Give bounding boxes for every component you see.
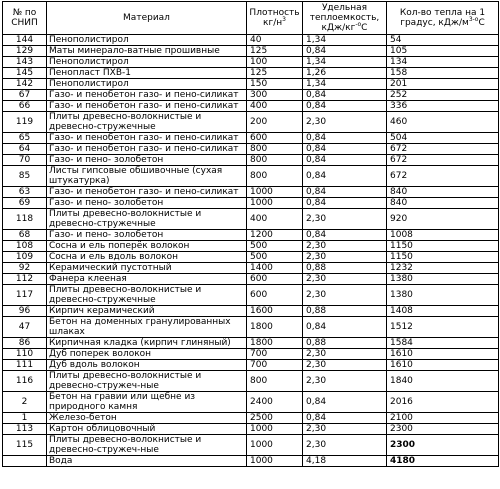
cell-num: 117 — [3, 285, 47, 306]
table-row — [3, 424, 499, 435]
cell-material: Картон облицовочный — [47, 424, 247, 435]
table-body — [3, 35, 499, 467]
table-row — [3, 166, 499, 187]
table-row — [3, 112, 499, 133]
cell-num: 65 — [3, 133, 47, 144]
cell-heat: 1584 — [387, 338, 499, 349]
cell-heat: 1380 — [387, 274, 499, 285]
cell-capacity: 0,84 — [303, 46, 387, 57]
cell-num: 112 — [3, 274, 47, 285]
table-row — [3, 57, 499, 68]
cell-material: Керамический пустотный — [47, 263, 247, 274]
cell-material: Фанера клееная — [47, 274, 247, 285]
cell-heat: 1008 — [387, 230, 499, 241]
table-row — [3, 263, 499, 274]
cell-num: 109 — [3, 252, 47, 263]
cell-heat: 134 — [387, 57, 499, 68]
cell-density: 1200 — [247, 230, 303, 241]
table-row — [3, 35, 499, 46]
cell-material: Плиты древесно-волокнистые и древесно-стружечные — [47, 209, 247, 230]
cell-capacity: 0,88 — [303, 338, 387, 349]
cell-material: Листы гипсовые обшивочные (сухая штукатурка) — [47, 166, 247, 187]
cell-num: 116 — [3, 371, 47, 392]
cell-material: Дуб вдоль волокон — [47, 360, 247, 371]
cell-heat: 201 — [387, 79, 499, 90]
cell-num: 68 — [3, 230, 47, 241]
cell-heat: 1380 — [387, 285, 499, 306]
cell-density: 150 — [247, 79, 303, 90]
cell-capacity: 2,30 — [303, 112, 387, 133]
cell-capacity: 0,84 — [303, 166, 387, 187]
table-row — [3, 79, 499, 90]
cell-heat: 4180 — [387, 456, 499, 467]
table-row — [3, 187, 499, 198]
cell-material: Плиты древесно-волокнистые и древесно-стружеч-ные — [47, 435, 247, 456]
materials-heat-table — [2, 1, 499, 467]
cell-heat: 460 — [387, 112, 499, 133]
cell-density: 600 — [247, 133, 303, 144]
cell-material: Пенополистирол — [47, 79, 247, 90]
table-row — [3, 252, 499, 263]
cell-material: Сосна и ель вдоль волокон — [47, 252, 247, 263]
cell-heat: 2100 — [387, 413, 499, 424]
table-row — [3, 144, 499, 155]
table-row — [3, 360, 499, 371]
table-row — [3, 198, 499, 209]
cell-capacity: 1,34 — [303, 35, 387, 46]
cell-density: 1400 — [247, 263, 303, 274]
cell-heat: 840 — [387, 187, 499, 198]
cell-num: 113 — [3, 424, 47, 435]
cell-capacity: 1,26 — [303, 68, 387, 79]
cell-heat: 2300 — [387, 435, 499, 456]
cell-material: Пенополистирол — [47, 57, 247, 68]
header-material: Материал — [47, 2, 247, 35]
cell-num: 119 — [3, 112, 47, 133]
cell-material: Газо- и пено- золобетон — [47, 198, 247, 209]
cell-capacity: 0,84 — [303, 198, 387, 209]
cell-capacity: 0,84 — [303, 187, 387, 198]
cell-capacity: 0,84 — [303, 230, 387, 241]
cell-num: 70 — [3, 155, 47, 166]
cell-num: 129 — [3, 46, 47, 57]
cell-density: 200 — [247, 112, 303, 133]
table-row — [3, 68, 499, 79]
cell-density: 2400 — [247, 392, 303, 413]
cell-material: Газо- и пено- золобетон — [47, 155, 247, 166]
cell-density: 300 — [247, 90, 303, 101]
cell-num: 85 — [3, 166, 47, 187]
cell-density: 700 — [247, 349, 303, 360]
cell-num: 2 — [3, 392, 47, 413]
cell-density: 1000 — [247, 187, 303, 198]
header-density: Плотность $кг/н^3$ — [247, 2, 303, 35]
cell-num: 66 — [3, 101, 47, 112]
cell-num: 144 — [3, 35, 47, 46]
cell-material: Пенополистирол — [47, 35, 247, 46]
cell-density: 1000 — [247, 456, 303, 467]
cell-capacity: 0,84 — [303, 133, 387, 144]
cell-num: 145 — [3, 68, 47, 79]
table-row — [3, 241, 499, 252]
cell-density: 500 — [247, 241, 303, 252]
cell-material: Маты минерало-ватные прошивные — [47, 46, 247, 57]
cell-num: 115 — [3, 435, 47, 456]
cell-density: 40 — [247, 35, 303, 46]
cell-material: Пенопласт ПХВ-1 — [47, 68, 247, 79]
cell-material: Газо- и пенобетон газо- и пено-силикат — [47, 133, 247, 144]
cell-capacity: 2,30 — [303, 435, 387, 456]
cell-num: 69 — [3, 198, 47, 209]
cell-density: 1800 — [247, 338, 303, 349]
header-num: № по СНИП — [3, 2, 47, 35]
table-row — [3, 371, 499, 392]
table-row — [3, 46, 499, 57]
cell-heat: 2016 — [387, 392, 499, 413]
cell-num: 1 — [3, 413, 47, 424]
cell-heat: 1512 — [387, 317, 499, 338]
cell-material: Плиты древесно-волокнистые и древесно-стружечные — [47, 285, 247, 306]
cell-density: 125 — [247, 68, 303, 79]
cell-capacity: 2,30 — [303, 285, 387, 306]
cell-density: 600 — [247, 285, 303, 306]
cell-material: Газо- и пенобетон газо- и пено-силикат — [47, 144, 247, 155]
cell-material: Дуб поперек волокон — [47, 349, 247, 360]
cell-density: 1000 — [247, 424, 303, 435]
cell-density: 400 — [247, 209, 303, 230]
cell-num: 63 — [3, 187, 47, 198]
cell-heat: 1610 — [387, 349, 499, 360]
cell-capacity: 0,84 — [303, 155, 387, 166]
cell-material: Газо- и пенобетон газо- и пено-силикат — [47, 101, 247, 112]
cell-density: 700 — [247, 360, 303, 371]
cell-heat: 672 — [387, 144, 499, 155]
table-row — [3, 435, 499, 456]
cell-material: Кирпич керамический — [47, 306, 247, 317]
cell-density: 1800 — [247, 317, 303, 338]
cell-material: Газо- и пено- золобетон — [47, 230, 247, 241]
cell-heat: 54 — [387, 35, 499, 46]
table-row — [3, 274, 499, 285]
table-row — [3, 456, 499, 467]
table-row — [3, 90, 499, 101]
cell-heat: 1232 — [387, 263, 499, 274]
cell-capacity: 0,84 — [303, 144, 387, 155]
table-row — [3, 392, 499, 413]
table-row — [3, 413, 499, 424]
cell-heat: 1610 — [387, 360, 499, 371]
table-row — [3, 209, 499, 230]
cell-heat: 252 — [387, 90, 499, 101]
cell-heat: 672 — [387, 155, 499, 166]
cell-capacity: 0,84 — [303, 392, 387, 413]
table-header-row — [3, 2, 499, 35]
cell-heat: 1150 — [387, 252, 499, 263]
cell-heat: 840 — [387, 198, 499, 209]
cell-capacity: 4,18 — [303, 456, 387, 467]
cell-density: 2500 — [247, 413, 303, 424]
cell-material: Газо- и пенобетон газо- и пено-силикат — [47, 187, 247, 198]
cell-density: 800 — [247, 371, 303, 392]
cell-heat: 920 — [387, 209, 499, 230]
table-row — [3, 317, 499, 338]
cell-density: 125 — [247, 46, 303, 57]
cell-heat: 672 — [387, 166, 499, 187]
cell-material: Кирпичная кладка (кирпич глиняный) — [47, 338, 247, 349]
cell-num: 108 — [3, 241, 47, 252]
cell-num: 143 — [3, 57, 47, 68]
cell-capacity: 2,30 — [303, 349, 387, 360]
cell-material: Плиты древесно-волокнистые и древесно-стружечные — [47, 112, 247, 133]
cell-num: 47 — [3, 317, 47, 338]
cell-heat: 158 — [387, 68, 499, 79]
cell-heat: 1408 — [387, 306, 499, 317]
cell-density: 1600 — [247, 306, 303, 317]
cell-capacity: 2,30 — [303, 274, 387, 285]
cell-num: 118 — [3, 209, 47, 230]
table-row — [3, 338, 499, 349]
cell-capacity: 0,88 — [303, 306, 387, 317]
table-row — [3, 285, 499, 306]
cell-material: Газо- и пенобетон газо- и пено-силикат — [47, 90, 247, 101]
cell-num — [3, 456, 47, 467]
cell-capacity: 1,34 — [303, 79, 387, 90]
cell-heat: 1150 — [387, 241, 499, 252]
cell-num: 67 — [3, 90, 47, 101]
cell-capacity: 1,34 — [303, 57, 387, 68]
cell-material: Плиты древесно-волокнистые и древесно-стружеч-ные — [47, 371, 247, 392]
cell-density: 400 — [247, 101, 303, 112]
cell-num: 142 — [3, 79, 47, 90]
table-row — [3, 155, 499, 166]
cell-capacity: 2,30 — [303, 371, 387, 392]
cell-density: 1000 — [247, 435, 303, 456]
cell-num: 92 — [3, 263, 47, 274]
header-capacity: Удельная теплоемкость, кДж/$кг^{-o}С$ — [303, 2, 387, 35]
cell-capacity: 2,30 — [303, 241, 387, 252]
cell-heat: 1840 — [387, 371, 499, 392]
cell-capacity: 0,84 — [303, 101, 387, 112]
cell-heat: 504 — [387, 133, 499, 144]
cell-material: Железо-бетон — [47, 413, 247, 424]
cell-density: 600 — [247, 274, 303, 285]
cell-capacity: 2,30 — [303, 209, 387, 230]
cell-num: 110 — [3, 349, 47, 360]
cell-capacity: 2,30 — [303, 360, 387, 371]
cell-heat: 105 — [387, 46, 499, 57]
header-heat: Кол-во тепла на 1 градус, кДж/$м^{3-o}С$ — [387, 2, 499, 35]
cell-material: Вода — [47, 456, 247, 467]
cell-capacity: 0,88 — [303, 263, 387, 274]
cell-num: 111 — [3, 360, 47, 371]
cell-capacity: 2,30 — [303, 424, 387, 435]
cell-num: 64 — [3, 144, 47, 155]
cell-material: Сосна и ель поперёк волокон — [47, 241, 247, 252]
cell-material: Бетон на доменных гранулированных шлаках — [47, 317, 247, 338]
table-row — [3, 230, 499, 241]
cell-density: 500 — [247, 252, 303, 263]
cell-num: 96 — [3, 306, 47, 317]
cell-capacity: 2,30 — [303, 252, 387, 263]
cell-heat: 2300 — [387, 424, 499, 435]
table-row — [3, 101, 499, 112]
cell-density: 800 — [247, 144, 303, 155]
cell-density: 1000 — [247, 198, 303, 209]
cell-density: 800 — [247, 166, 303, 187]
table-row — [3, 349, 499, 360]
cell-num: 86 — [3, 338, 47, 349]
cell-material: Бетон на гравии или щебне из природного камня — [47, 392, 247, 413]
table-row — [3, 133, 499, 144]
cell-capacity: 0,84 — [303, 90, 387, 101]
cell-heat: 336 — [387, 101, 499, 112]
cell-density: 800 — [247, 155, 303, 166]
cell-capacity: 0,84 — [303, 317, 387, 338]
table-row — [3, 306, 499, 317]
cell-capacity: 0,84 — [303, 413, 387, 424]
cell-density: 100 — [247, 57, 303, 68]
